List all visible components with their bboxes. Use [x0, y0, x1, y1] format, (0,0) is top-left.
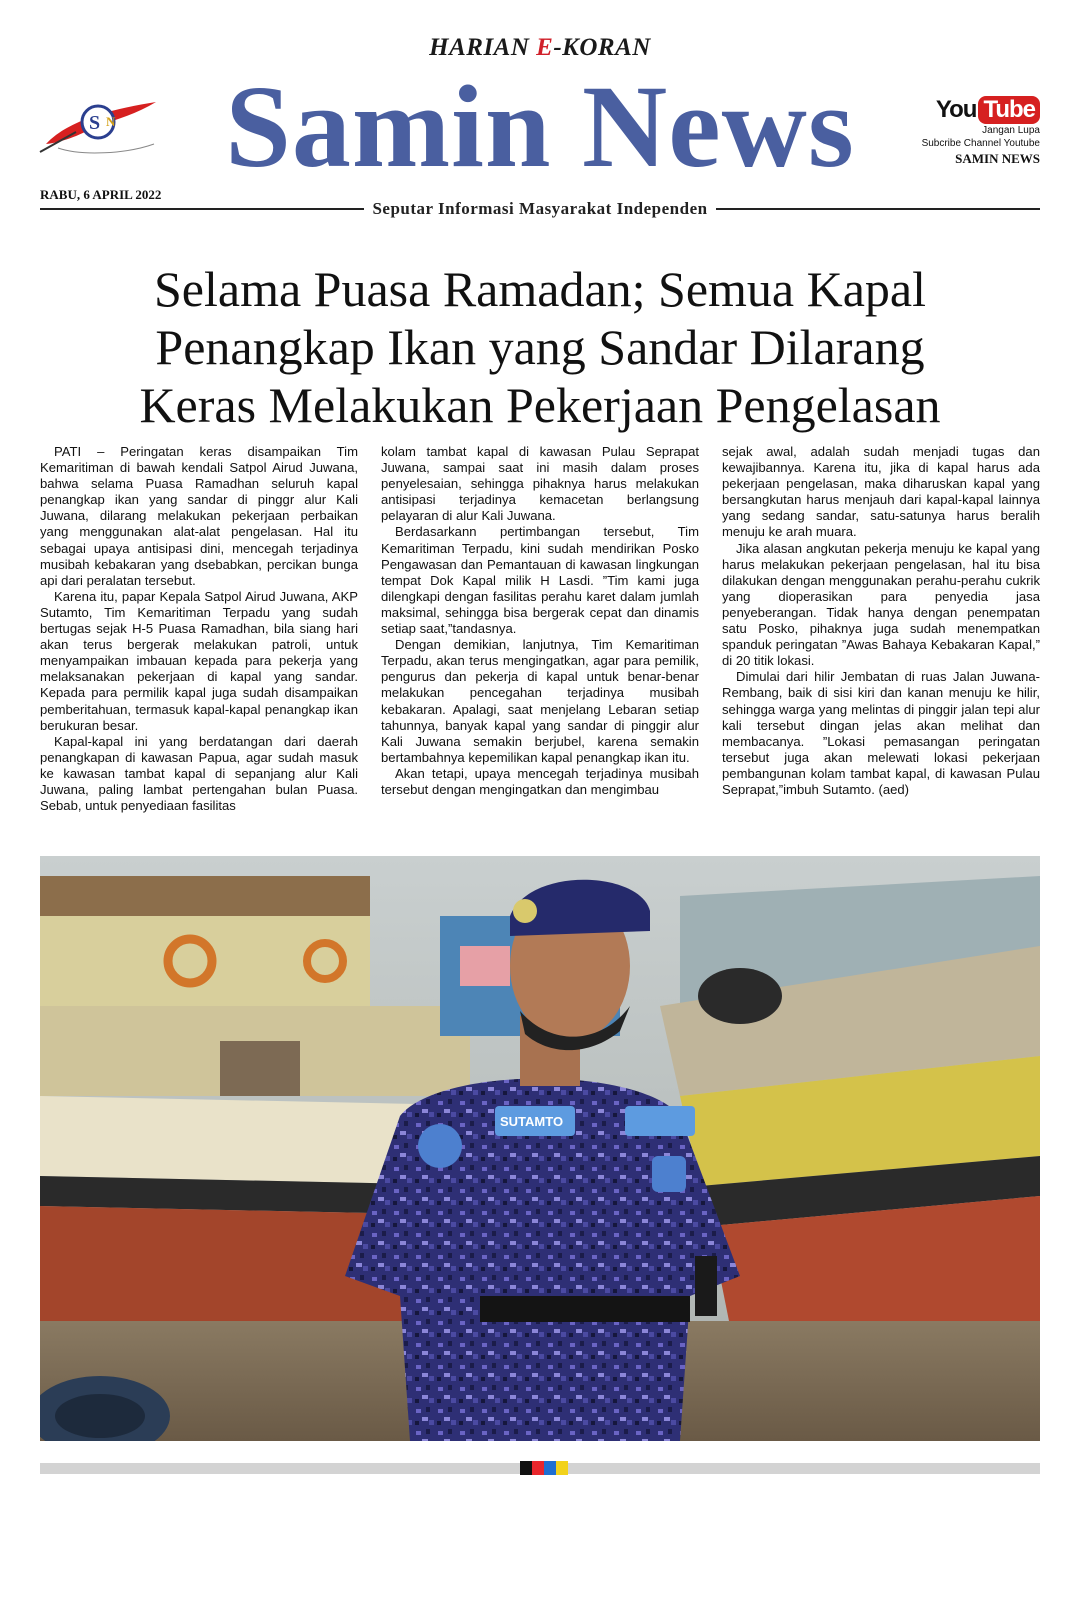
youtube-line-1: Jangan Lupa	[982, 125, 1040, 136]
article-headline	[40, 260, 1040, 434]
brand-title: Samin News	[225, 61, 855, 192]
article-column-2	[381, 444, 699, 814]
swatch-yellow	[556, 1461, 568, 1475]
svg-text:N: N	[106, 114, 116, 129]
youtube-line-2: Subcribe Channel Youtube	[921, 138, 1040, 149]
name-tag: SUTAMTO	[500, 1114, 564, 1129]
headline-line-1: Selama Puasa Ramadan; Semua Kapal	[154, 261, 926, 317]
paragraph: Karena itu, papar Kepala Satpol Airud Juwana, AKP Sutamto, Tim Kemaritiman Terpadu yang sudah bertugas sejak H-5 Puasa Ramadhan, bila siang hari akan terus bergerak melakukan patroli, untuk menyampaikan imbauan kepada para pekerja yang melaksanakan pekerjaan di kapal yang sandar. Kepada para permilik kapal juga sudah disampaikan pemberitahuan, termasuk kapal-kapal penangkap ikan berukuran besar.	[40, 588, 358, 733]
color-registration-swatches	[520, 1461, 568, 1475]
masthead-kicker: HARIAN E-KORAN	[429, 34, 651, 61]
headline-line-2: Penangkap Ikan yang Sandar Dilarang	[155, 319, 925, 375]
youtube-logo[interactable]: You Tube	[936, 96, 1040, 124]
youtube-line-3: SAMIN NEWS	[955, 151, 1040, 166]
divider-right	[716, 208, 1040, 210]
article-body	[40, 444, 1040, 814]
paragraph: Jika alasan angkutan pekerja menuju ke kapal yang harus melakukan pekerjaan pengelasan, hal itu bisa dilakukan dengan menggunakan perahu-perahu cukrik yang dioperasikan para penyedia jasa penyeberangan. Tidak hanya dengan penempatan satu Posko, pihaknya juga sudah menempatkan spanduk peringatan ”Awas Bahaya Kebakaran Kapal,” di 20 titik lokasi.	[722, 540, 1040, 669]
paragraph: kolam tambat kapal di kawasan Pulau Seprapat Juwana, sampai saat ini masih dalam proses penyelesaian, sehingga pihaknya harus melakukan antisipasi terjadinya kemacetan berlangsung pelayaran di alur Kali Juwana.	[381, 444, 699, 524]
article-photo	[40, 856, 1040, 1441]
swatch-red	[532, 1461, 544, 1475]
paragraph: Berdasarkann pertimbangan tersebut, Tim Kemaritiman Terpadu, kini sudah mendirikan Posko Pengawasan dan Pemantauan di kawasan lingkungan tempat Dok Kapal milik H Lasdi. ”Tim kami juga dilengkapi dengan fasilitas perahu karet dalam jumlah maksimal, sehingga bisa bergerak cepat dan dinamis setiap saat,”tandasnya.	[381, 524, 699, 637]
paragraph: sejak awal, adalah sudah menjadi tugas dan kewajibannya. Karena itu, jika di kapal harus ada pekerjaan pengelasan, maka diharuskan kapal yang bersangkutan harus menjauh dari kapal-kapal lainnya yang sedang sandar, satu-satunya harus beralih menuju ke arah muara.	[722, 444, 1040, 540]
article-column-3	[722, 444, 1040, 814]
paragraph: PATI – Peringatan keras disampaikan Tim Kemaritiman di bawah kendali Satpol Airud Juwana, bahwa selama Puasa Ramadhan seluruh kapal penangkap ikan yang sandar di pinggr alur Kali Juwana, dilarang melakukan pekerjaan perbaikan yang menggunakan alat-alat pengelasan. Hal itu sebagai upaya antisipasi dini, mencegah terjadinya musibah kebakaran yang dsebabkan, percikan bunga api dari peralatan tersebut.	[40, 444, 358, 588]
paragraph: Dengan demikian, lanjutnya, Tim Kemaritiman Terpadu, akan terus mengingatkan, agar para pemilik, pengurus dan pekerja di kapal untuk benar-benar melakukan pencegahan terjadinya musibah kebakaran. Apalagi, saat menjelang Lebaran setiap tahunnya, banyak kapal yang sandar di pinggir alur Kali Juwana semakin berjubel, karena semakin bertambahnya kepemilikan kapal penangkap ikan itu.	[381, 637, 699, 765]
divider-left	[40, 208, 364, 210]
youtube-promo[interactable]	[880, 96, 1040, 167]
issue-date: RABU, 6 APRIL 2022	[40, 187, 162, 202]
paragraph: Kapal-kapal ini yang berdatangan dari daerah penangkapan di kawasan Papua, agar sudah masuk ke kawasan tambat kapal di sepanjang alur Kali Juwana, paling lambat pertengahan bulan Puasa. Sebab, untuk penyediaan fasilitas	[40, 733, 358, 814]
article-column-1	[40, 444, 358, 814]
samin-news-logo	[36, 92, 166, 162]
tagline: Seputar Informasi Masyarakat Independen	[372, 199, 708, 218]
swatch-black	[520, 1461, 532, 1475]
svg-text:S: S	[89, 112, 101, 134]
swatch-blue	[544, 1461, 556, 1475]
tagline-row	[40, 198, 1040, 220]
paragraph: Dimulai dari hilir Jembatan di ruas Jalan Juwana-Rembang, baik di sisi kiri dan kanan menuju ke hilir, sehingga warga yang melintas di pinggir jalan tepi alur kali tersebut dingan jelas akan melihat dan membacanya. ”Lokasi pemasangan peringatan tersebut juga akan melewati lokasi pekerjaan pembangunan kolam tambat kapal, di kawasan Pulau Seprapat,”imbuh Sutamto. (aed)	[722, 669, 1040, 797]
headline-line-3: Keras Melakukan Pekerjaan Pengelasan	[139, 377, 941, 433]
paragraph: Akan tetapi, upaya mencegah terjadinya musibah tersebut dengan mengingatkan dan mengimbau	[381, 765, 699, 797]
